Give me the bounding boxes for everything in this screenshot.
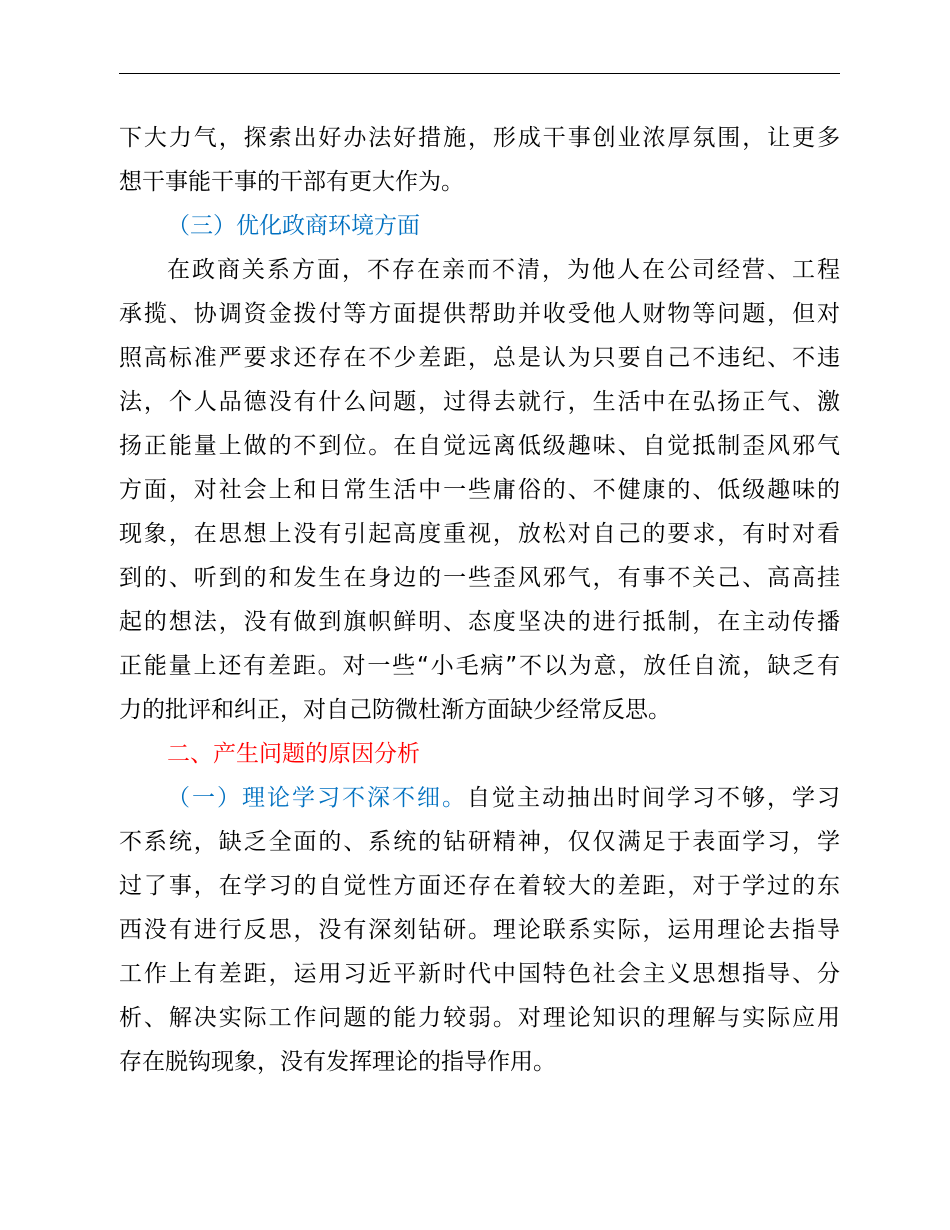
paragraph-line: 扬正能量上做的不到位。在自觉远离低级趣味、自觉抵制歪风邪气 — [119, 433, 840, 459]
paragraph-line: 存在脱钩现象，没有发挥理论的指导作用。 — [119, 1049, 556, 1075]
paragraph-line: 工作上有差距，运用习近平新时代中国特色社会主义思想指导、分 — [119, 961, 840, 987]
paragraph-line: 想干事能干事的干部有更大作为。 — [119, 169, 464, 195]
paragraph-1 — [119, 116, 840, 204]
section-heading-3: （三）优化政商环境方面 — [167, 213, 420, 239]
paragraph-line: 照高标准严要求还存在不少差距，总是认为只要自己不违纪、不违 — [119, 345, 840, 371]
paragraph-3 — [119, 776, 840, 1084]
paragraph-line: 西没有进行反思，没有深刻钻研。理论联系实际，运用理论去指导 — [119, 917, 840, 943]
paragraph-line: 到的、听到的和发生在身边的一些歪风邪气，有事不关己、高高挂 — [119, 565, 840, 591]
paragraph-line: 现象，在思想上没有引起高度重视，放松对自己的要求，有时对看 — [119, 521, 840, 547]
paragraph-line: 在政商关系方面，不存在亲而不清，为他人在公司经营、工程 — [167, 257, 840, 283]
paragraph-line: 过了事，在学习的自觉性方面还存在着较大的差距，对于学过的东 — [119, 873, 840, 899]
paragraph-line: 下大力气，探索出好办法好措施，形成干事创业浓厚氛围，让更多 — [119, 125, 840, 151]
paragraph-line: 析、解决实际工作问题的能力较弱。对理论知识的理解与实际应用 — [119, 1005, 840, 1031]
paragraph-line: 起的想法，没有做到旗帜鲜明、态度坚决的进行抵制，在主动传播 — [119, 609, 840, 635]
document-body — [119, 116, 840, 1084]
paragraph-line: 力的批评和纠正，对自己防微杜渐方面缺少经常反思。 — [119, 697, 671, 723]
paragraph-line: 承揽、协调资金拨付等方面提供帮助并收受他人财物等问题，但对 — [119, 301, 840, 327]
paragraph-line: 法，个人品德没有什么问题，过得去就行，生活中在弘扬正气、激 — [119, 389, 840, 415]
paragraph-line: 正能量上还有差距。对一些“小毛病”不以为意，放任自流，缺乏有 — [119, 653, 840, 679]
paragraph-line — [119, 776, 840, 820]
subsection-heading-1: （一）理论学习不深不细。 — [167, 785, 467, 811]
section-heading-2: 二、产生问题的原因分析 — [167, 741, 420, 767]
paragraph-text: 自觉主动抽出时间学习不够，学习 — [467, 785, 840, 811]
header-rule — [119, 73, 840, 74]
paragraph-2 — [119, 248, 840, 732]
paragraph-line: 方面，对社会上和日常生活中一些庸俗的、不健康的、低级趣味的 — [119, 477, 840, 503]
paragraph-line: 不系统，缺乏全面的、系统的钻研精神，仅仅满足于表面学习，学 — [119, 829, 840, 855]
